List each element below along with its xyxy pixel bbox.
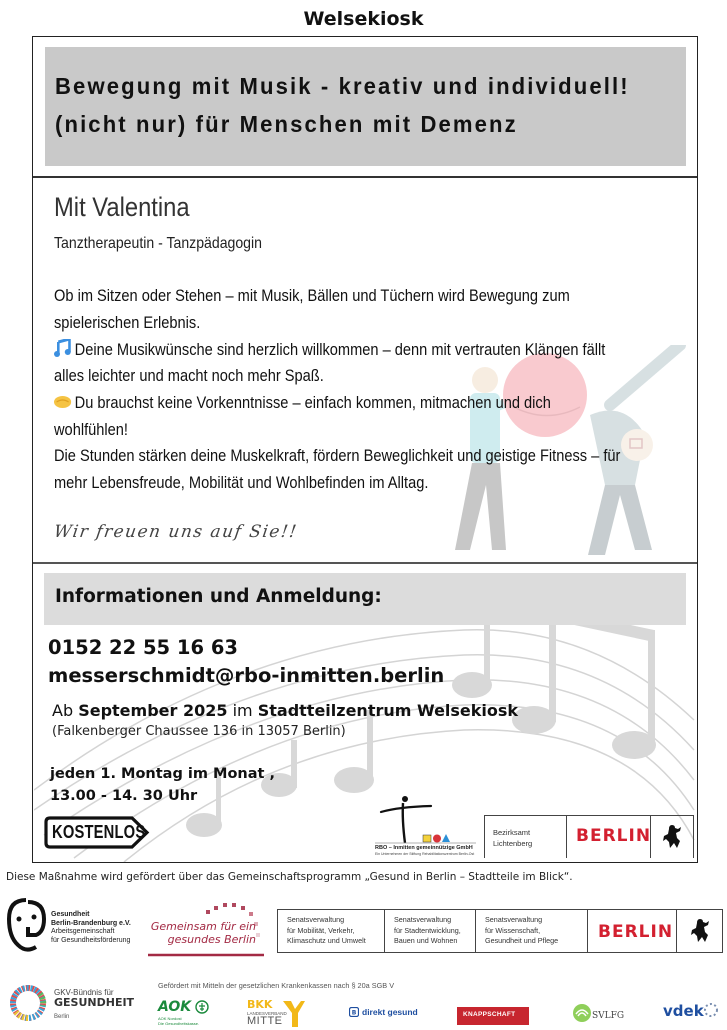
bear-cell [677,910,722,952]
senate-label: für Wissenschaft, [485,925,541,935]
ggb-line2: Berlin-Brandenburg e.V. [51,919,131,927]
description-line: Die Stunden stärken deine Muskelkraft, fördern Beweglichkeit und geistige Fitness – für [54,446,621,465]
info-header-box [44,573,686,625]
senate-urban-cell [385,910,476,952]
aok-sub-line: AOK Nordost [158,1016,182,1021]
ggb-line3: Arbeitsgemeinschaft [51,928,115,935]
start-mid: im [232,701,253,720]
berlin-wordmark-cell [567,816,651,858]
senate-science-cell [476,910,588,952]
presenter-role: Tanztherapeutin - Tanzpädagogin [54,235,262,252]
berlin-wordmark-cell [588,910,677,952]
venue-address: (Falkenberger Chaussee 136 in 13057 Berlin) [52,724,346,739]
handshake-icon [54,395,71,409]
start-date: September 2025 [78,701,228,720]
lichtenberg-label: Lichtenberg [493,839,533,848]
aok-wordmark: AOK [158,999,192,1015]
schedule-day: jeden 1. Montag im Monat , [50,766,276,782]
aok-sub [158,1016,199,1026]
senate-administrations-logo [277,909,723,953]
headline-line-2: (nicht nur) für Menschen mit Demenz [55,111,518,137]
description-text: Deine Musikwünsche sind herzlich willkommen – denn mit vertrauten Klängen fällt [74,340,606,359]
svlfg-logo [572,999,632,1027]
svlfg-wordmark: SVLFG [592,1011,625,1021]
big-direkt-logo [349,999,419,1027]
schedule-time: 13.00 - 14. 30 Uhr [50,788,198,804]
senate-label: Gesundheit und Pflege [485,936,559,945]
bkk-wordmark: BKK [247,998,273,1011]
page-title: Welsekiosk [303,8,424,30]
email-link[interactable]: messerschmidt@rbo-inmitten.berlin [48,664,445,687]
senate-label: Klimaschutz und Umwelt [287,936,366,945]
dancer-figure-icon [373,795,478,845]
description-line: alles leichter und macht noch mehr Spaß. [54,366,324,385]
senate-label: Senatsverwaltung [485,915,543,924]
senate-label: Senatsverwaltung [287,915,345,924]
description-line: spielerischen Erlebnis. [54,313,201,332]
senate-label: für Mobilität, Verkehr, [287,925,355,935]
aok-logo [158,999,213,1027]
description-line [54,339,605,360]
senate-label: Senatsverwaltung [394,915,452,924]
health-insurance-note: Gefördert mit Mitteln der gesetzlichen Krankenkassen nach § 20a SGB V [158,981,395,990]
funding-note: Diese Maßnahme wird gefördert über das Gemeinschaftsprogramm „Gesund in Berlin – Stadtteile im Blick“. [6,871,573,883]
gkv-line2: GESUNDHEIT [54,996,135,1009]
bear-cell [651,816,693,858]
gesundheit-berlin-brandenburg-logo [6,897,141,957]
vdek-wordmark: vdek [663,1002,704,1020]
signature-greeting: Wir freuen uns auf Sie!! [52,522,300,542]
description-line [54,393,551,413]
gemeinsam-line2: gesundes Berlin [167,933,256,946]
free-badge-label: KOSTENLOS [52,822,146,842]
senate-label: Bauen und Wohnen [394,936,458,945]
rbo-name: RBO – Inmitten gemeinnützige GmbH [375,845,473,851]
description-line: wohlfühlen! [54,420,128,439]
senate-mobility-cell [278,910,385,952]
knappschaft-logo [457,999,529,1027]
description-text: Du brauchst keine Vorkenntnisse – einfach kommen, mitmachen und dich [74,393,551,412]
venue-name: Stadtteilzentrum Welsekiosk [257,701,519,720]
senate-label: für Stadtentwicklung, [394,925,461,935]
berlin-bear-icon [689,918,711,944]
bkk-logo [247,999,317,1027]
bkk-sub: LANDESVERBAND [247,1011,287,1016]
berlin-wordmark: BERLIN [576,826,652,846]
headline-box [45,47,686,166]
section-divider [33,176,697,178]
vdek-dots-icon [703,1002,719,1018]
vdek-logo [663,999,723,1027]
svg-text:B: B [351,1009,357,1017]
gemeinsam-gesundes-berlin-logo [146,898,268,958]
start-info [52,701,518,720]
section-divider [33,562,697,564]
dotted-ring-icon [8,980,48,1026]
bezirksamt-label: Bezirksamt [493,828,531,837]
knappschaft-banner [457,1007,529,1025]
ggb-line4: für Gesundheitsförderung [51,936,131,944]
knappschaft-wordmark: KNAPPSCHAFT [463,1011,516,1018]
berlin-wordmark: BERLIN [598,922,674,942]
rbo-logo [373,795,478,857]
big-icon [349,1007,359,1017]
rbo-subtitle: Ein Unternehmen der Stiftung Rehabilitationszentrum Berlin-Ost [375,852,475,856]
start-prefix: Ab [52,701,74,720]
phone-number[interactable]: 0152 22 55 16 63 [48,636,238,659]
gkv-line1: GKV-Bündnis für [54,988,114,997]
bezirksamt-lichtenberg-logo [484,815,694,858]
gkv-buendnis-logo [8,980,148,1028]
aok-sub-line: Die Gesundheitskasse. [158,1021,200,1026]
description-line: Ob im Sitzen oder Stehen – mit Musik, Bällen und Tüchern wird Bewegung zum [54,286,570,305]
info-title: Informationen und Anmeldung: [55,586,382,607]
bkk-y-icon [283,999,305,1027]
presenter-name: Mit Valentina [54,192,190,222]
big-wordmark: direkt gesund [362,1007,418,1017]
face-logo-icon [6,897,48,955]
gkv-line3: Berlin [54,1014,70,1020]
aok-tree-icon [195,1000,209,1014]
musical-notes-icon [54,339,71,357]
bkk-mitte: MITTE [247,1015,283,1027]
svlfg-icon [572,1003,592,1023]
berlin-bear-icon [661,824,683,850]
bezirksamt-label-cell [485,816,567,858]
headline-line-1: Bewegung mit Musik - kreativ und individuell! [55,73,630,99]
ggb-line1: Gesundheit [51,911,90,918]
free-badge [44,816,150,849]
gemeinsam-line1: Gemeinsam für ein [150,920,256,933]
description-line: mehr Lebensfreude, Mobilität und Wohlbefinden im Alltag. [54,473,429,492]
